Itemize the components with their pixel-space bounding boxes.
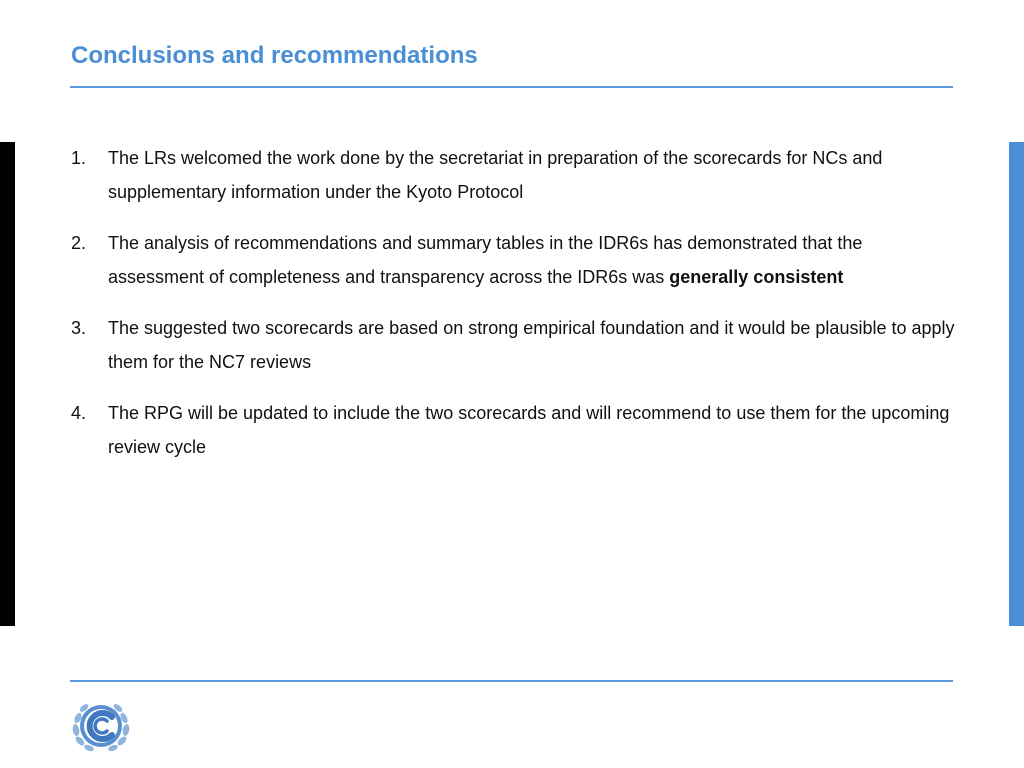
list-item-text-emphasis: generally consistent [669,267,844,287]
list-item [71,141,961,209]
unfccc-logo-icon [67,696,135,754]
list-item-number: 3. [71,318,87,338]
title-divider [70,86,953,88]
list-item [71,311,961,379]
list-item-number: 2. [71,233,87,253]
slide-title: Conclusions and recommendations [71,42,478,69]
list-item-text: The suggested two scorecards are based on strong empirical foundation and it would be plausible to apply them for the NC7 reviews [108,318,955,372]
footer-divider [70,680,953,682]
list-item [71,396,961,464]
list-item-number: 4. [71,403,87,423]
list-item-text-regular: The analysis of recommendations and summary tables in the IDR6s has demonstrated that the assessment of completeness and transparency across the IDR6s was [108,233,863,287]
list-item-number: 1. [71,148,87,168]
list-item-text: The RPG will be updated to include the two scorecards and will recommend to use them for the upcoming review cycle [108,403,950,457]
list-item-text [108,233,862,287]
right-edge-bar [1009,142,1024,626]
list-item [71,226,961,294]
list-item-text: The LRs welcomed the work done by the secretariat in preparation of the scorecards for NCs and supplementary information under the Kyoto Protocol [108,148,883,202]
conclusions-list [71,141,961,481]
left-edge-bar [0,142,15,626]
